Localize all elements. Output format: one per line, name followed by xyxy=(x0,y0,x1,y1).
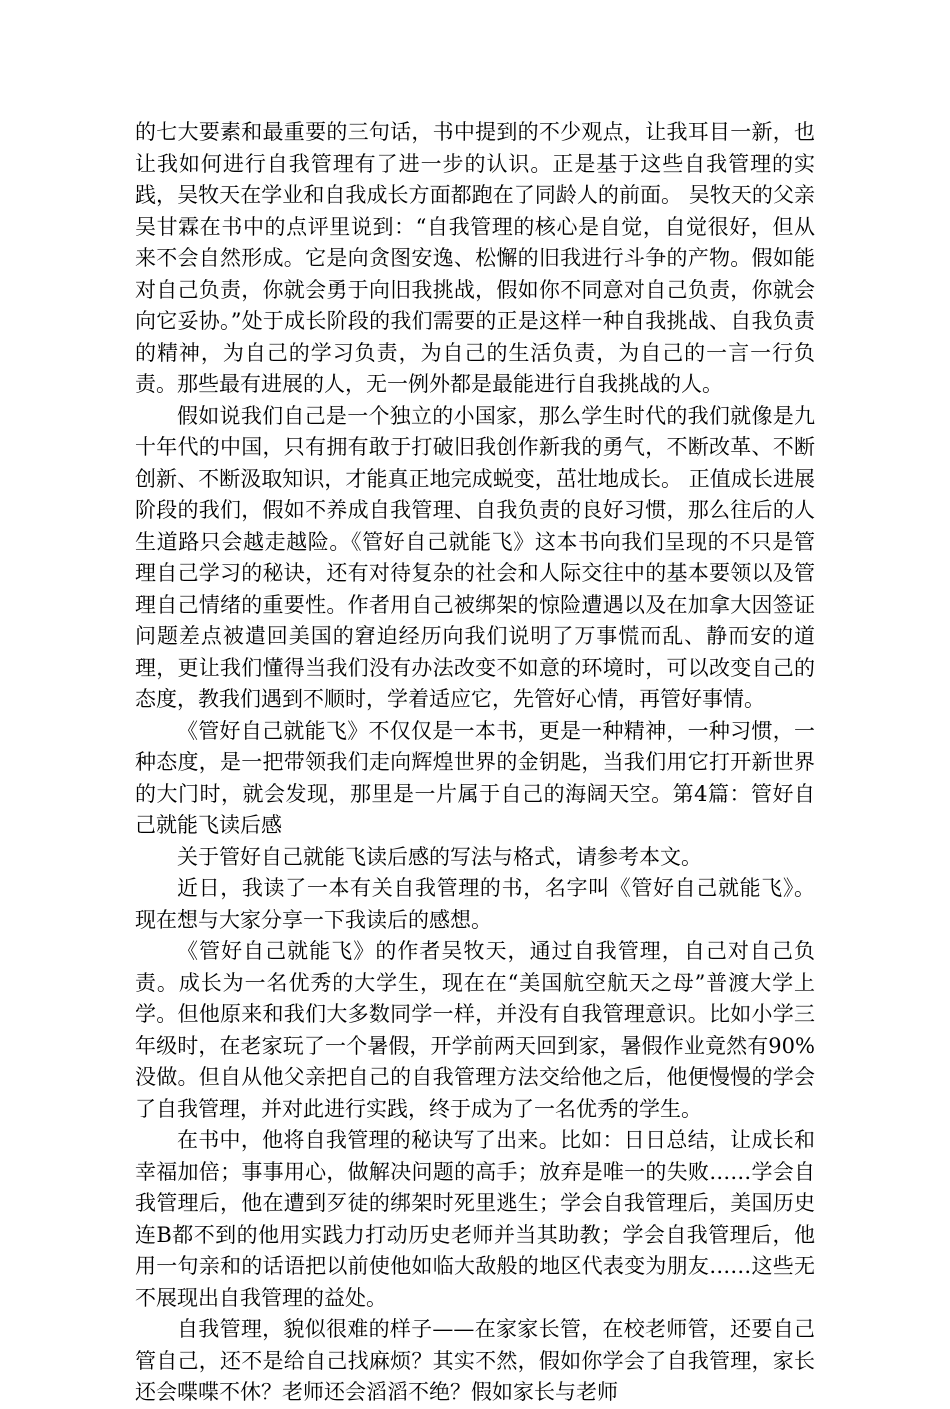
paragraph: 自我管理，貌似很难的样子——在家家长管，在校老师管，还要自己管自己，还不是给自己找麻烦？其实不然，假如你学会了自我管理，家长还会喋喋不休？老师还会滔滔不绝？假如家长与老师 xyxy=(135,1317,815,1404)
paragraph: 近日，我读了一本有关自我管理的书，名字叫《管好自己就能飞》。现在想与大家分享一下我读后的感想。 xyxy=(135,876,815,932)
paragraph: 关于管好自己就能飞读后感的写法与格式，请参考本文。 xyxy=(177,844,702,869)
paragraph: 《管好自己就能飞》的作者吴牧天，通过自我管理，自己对自己负责。成长为一名优秀的大学生，现在在“美国航空航天之母”普渡大学上学。但他原来和我们大多数同学一样，并没有自我管理意识。比如小学三年级时，在老家玩了一个暑假，开学前两天回到家，暑假作业竟然有90%没做。但自从他父亲把自己的自我管理方法交给他之后，他便慢慢的学会了自我管理，并对此进行实践，终于成为了一名优秀的学生。 xyxy=(135,939,815,1121)
paragraph: 假如说我们自己是一个独立的小国家，那么学生时代的我们就像是九十年代的中国，只有拥有敢于打破旧我创作新我的勇气，不断改革、不断创新、不断汲取知识，才能真正地完成蜕变，茁壮地成长。 正值成长进展阶段的我们，假如不养成自我管理、自我负责的良好习惯，那么往后的人生道路只会越走越险。《管好自己就能飞》这本书向我们呈现的不只是管理自己学习的秘诀，还有对待复杂的社会和人际交往中的基本要领以及管理自己情绪的重要性。作者用自己被绑架的惊险遭遇以及在加拿大因签证问题差点被遣回美国的窘迫经历向我们说明了万事慌而乱、静而安的道理，更让我们懂得当我们没有办法改变不如意的环境时，可以改变自己的态度，教我们遇到不顺时，学着适应它，先管好心情，再管好事情。 xyxy=(135,403,815,711)
document-body xyxy=(135,117,815,1409)
paragraph: 《管好自己就能飞》不仅仅是一本书，更是一种精神，一种习惯，一种态度，是一把带领我们走向辉煌世界的金钥匙，当我们用它打开新世界的大门时，就会发现，那里是一片属于自己的海阔天空。第4篇：管好自己就能飞读后感 xyxy=(135,718,815,837)
paragraph: 的七大要素和最重要的三句话，书中提到的不少观点，让我耳目一新，也让我如何进行自我管理有了进一步的认识。正是基于这些自我管理的实践，吴牧天在学业和自我成长方面都跑在了同龄人的前面。 吴牧天的父亲吴甘霖在书中的点评里说到：“自我管理的核心是自觉，自觉很好，但从来不会自然形成。它是向贪图安逸、松懈的旧我进行斗争的产物。假如能对自己负责，你就会勇于向旧我挑战，假如你不同意对自己负责，你就会向它妥协。”处于成长阶段的我们需要的正是这样一种自我挑战、自我负责的精神，为自己的学习负责，为自己的生活负责，为自己的一言一行负责。那些最有进展的人，无一例外都是最能进行自我挑战的人。 xyxy=(135,120,815,396)
paragraph: 在书中，他将自我管理的秘诀写了出来。比如：日日总结，让成长和幸福加倍；事事用心，做解决问题的高手；放弃是唯一的失败……学会自我管理后，他在遭到歹徒的绑架时死里逃生；学会自我管理后，美国历史连B都不到的他用实践力打动历史老师并当其助教；学会自我管理后，他用一句亲和的话语把以前使他如临大敌般的地区代表变为朋友……这些无不展现出自我管理的益处。 xyxy=(135,1128,815,1310)
